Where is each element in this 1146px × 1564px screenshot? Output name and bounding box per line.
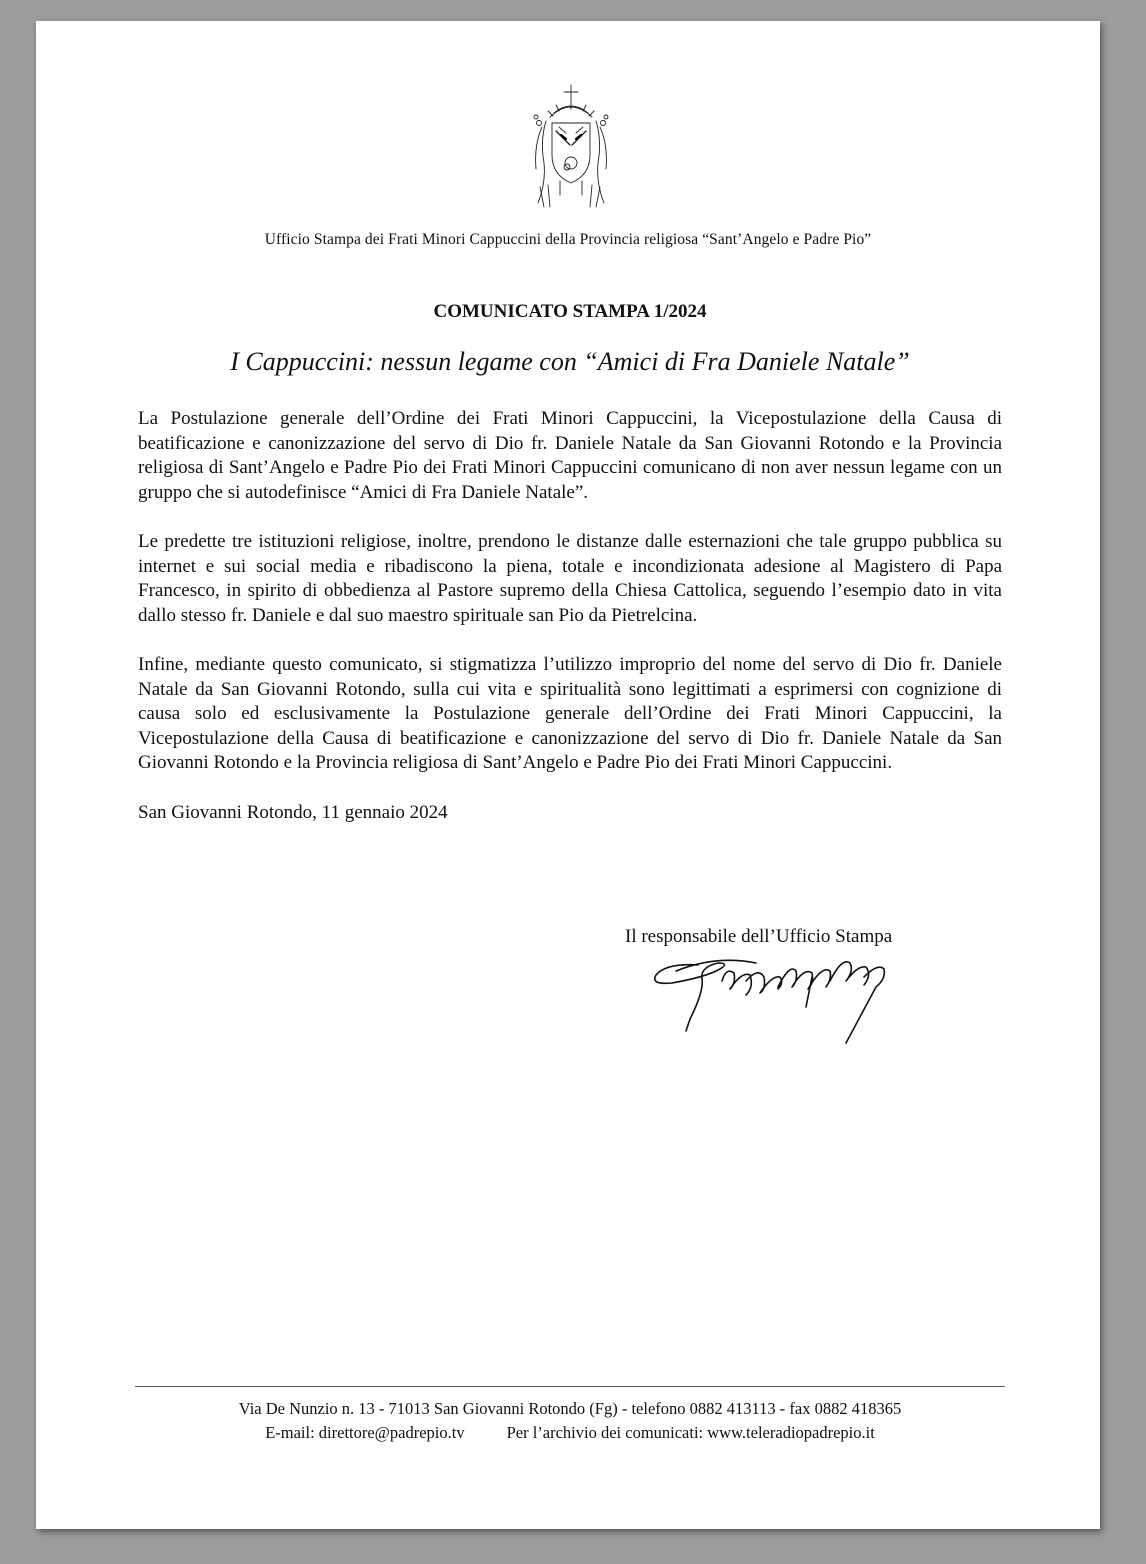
footer-address: Via De Nunzio n. 13 - 71013 San Giovanni Rotondo (Fg) - telefono 0882 413113 - fax 0882 418365 [238,1399,902,1418]
capuchin-coat-of-arms-icon [526,83,616,209]
footer-email: E-mail: direttore@padrepio.tv [265,1423,465,1442]
document-page [36,21,1100,1529]
body-paragraph: La Postulazione generale dell’Ordine dei Frati Minori Cappuccini, la Vicepostulazione della Causa di beatificazione e canonizzazione del servo di Dio fr. Daniele Natale da San Giovanni Rotondo e la Provincia religiosa di Sant’Angelo e Padre Pio dei Frati Minori Cappuccini comunicano di non aver nessun legame con un gruppo che si autodefinisce “Amici di Fra Daniele Natale”. [138,408,1002,503]
press-release-body [138,407,1002,850]
body-paragraph: Infine, mediante questo comunicato, si stigmatizza l’utilizzo improprio del nome del servo di Dio fr. Daniele Natale da San Giovanni Rotondo, sulla cui vita e spiritualità sono legittimati a esprimersi con cognizione di causa solo ed esclusivamente la Postulazione generale dell’Ordine dei Frati Minori Cappuccini, la Vicepostulazione della Causa di beatificazione e canonizzazione del servo di Dio fr. Daniele Natale da San Giovanni Rotondo e la Provincia religiosa di Sant’Angelo e Padre Pio dei Frati Minori Cappuccini. [138,653,1002,774]
footer-divider [135,1386,1005,1387]
footer-contacts [36,1423,1104,1443]
handwritten-signature-icon [646,937,896,1045]
press-office-line: Ufficio Stampa dei Frati Minori Cappuccini della Provincia religiosa “Sant’Angelo e Padre Pio” [264,231,872,248]
place-and-date: San Giovanni Rotondo, 11 gennaio 2024 [138,801,448,823]
footer-archive-link: Per l’archivio dei comunicati: www.teleradiopadrepio.it [506,1423,875,1442]
press-release-number: COMUNICATO STAMPA 1/2024 [433,301,707,322]
body-paragraph: Le predette tre istituzioni religiose, inoltre, prendono le distanze dalle esternazioni che tale gruppo pubblica su internet e sui social media e ribadiscono la piena, totale e incondizionata adesione al Magistero di Papa Francesco, in spirito di obbedienza al Pastore supremo della Chiesa Cattolica, seguendo l’esempio dato in vita dallo stesso fr. Daniele e dal suo maestro spirituale san Pio da Pietrelcina. [138,530,1002,626]
press-release-headline: I Cappuccini: nessun legame con “Amici di Fra Daniele Natale” [230,347,910,376]
signer-title: Il responsabile dell’Ufficio Stampa [625,926,893,947]
